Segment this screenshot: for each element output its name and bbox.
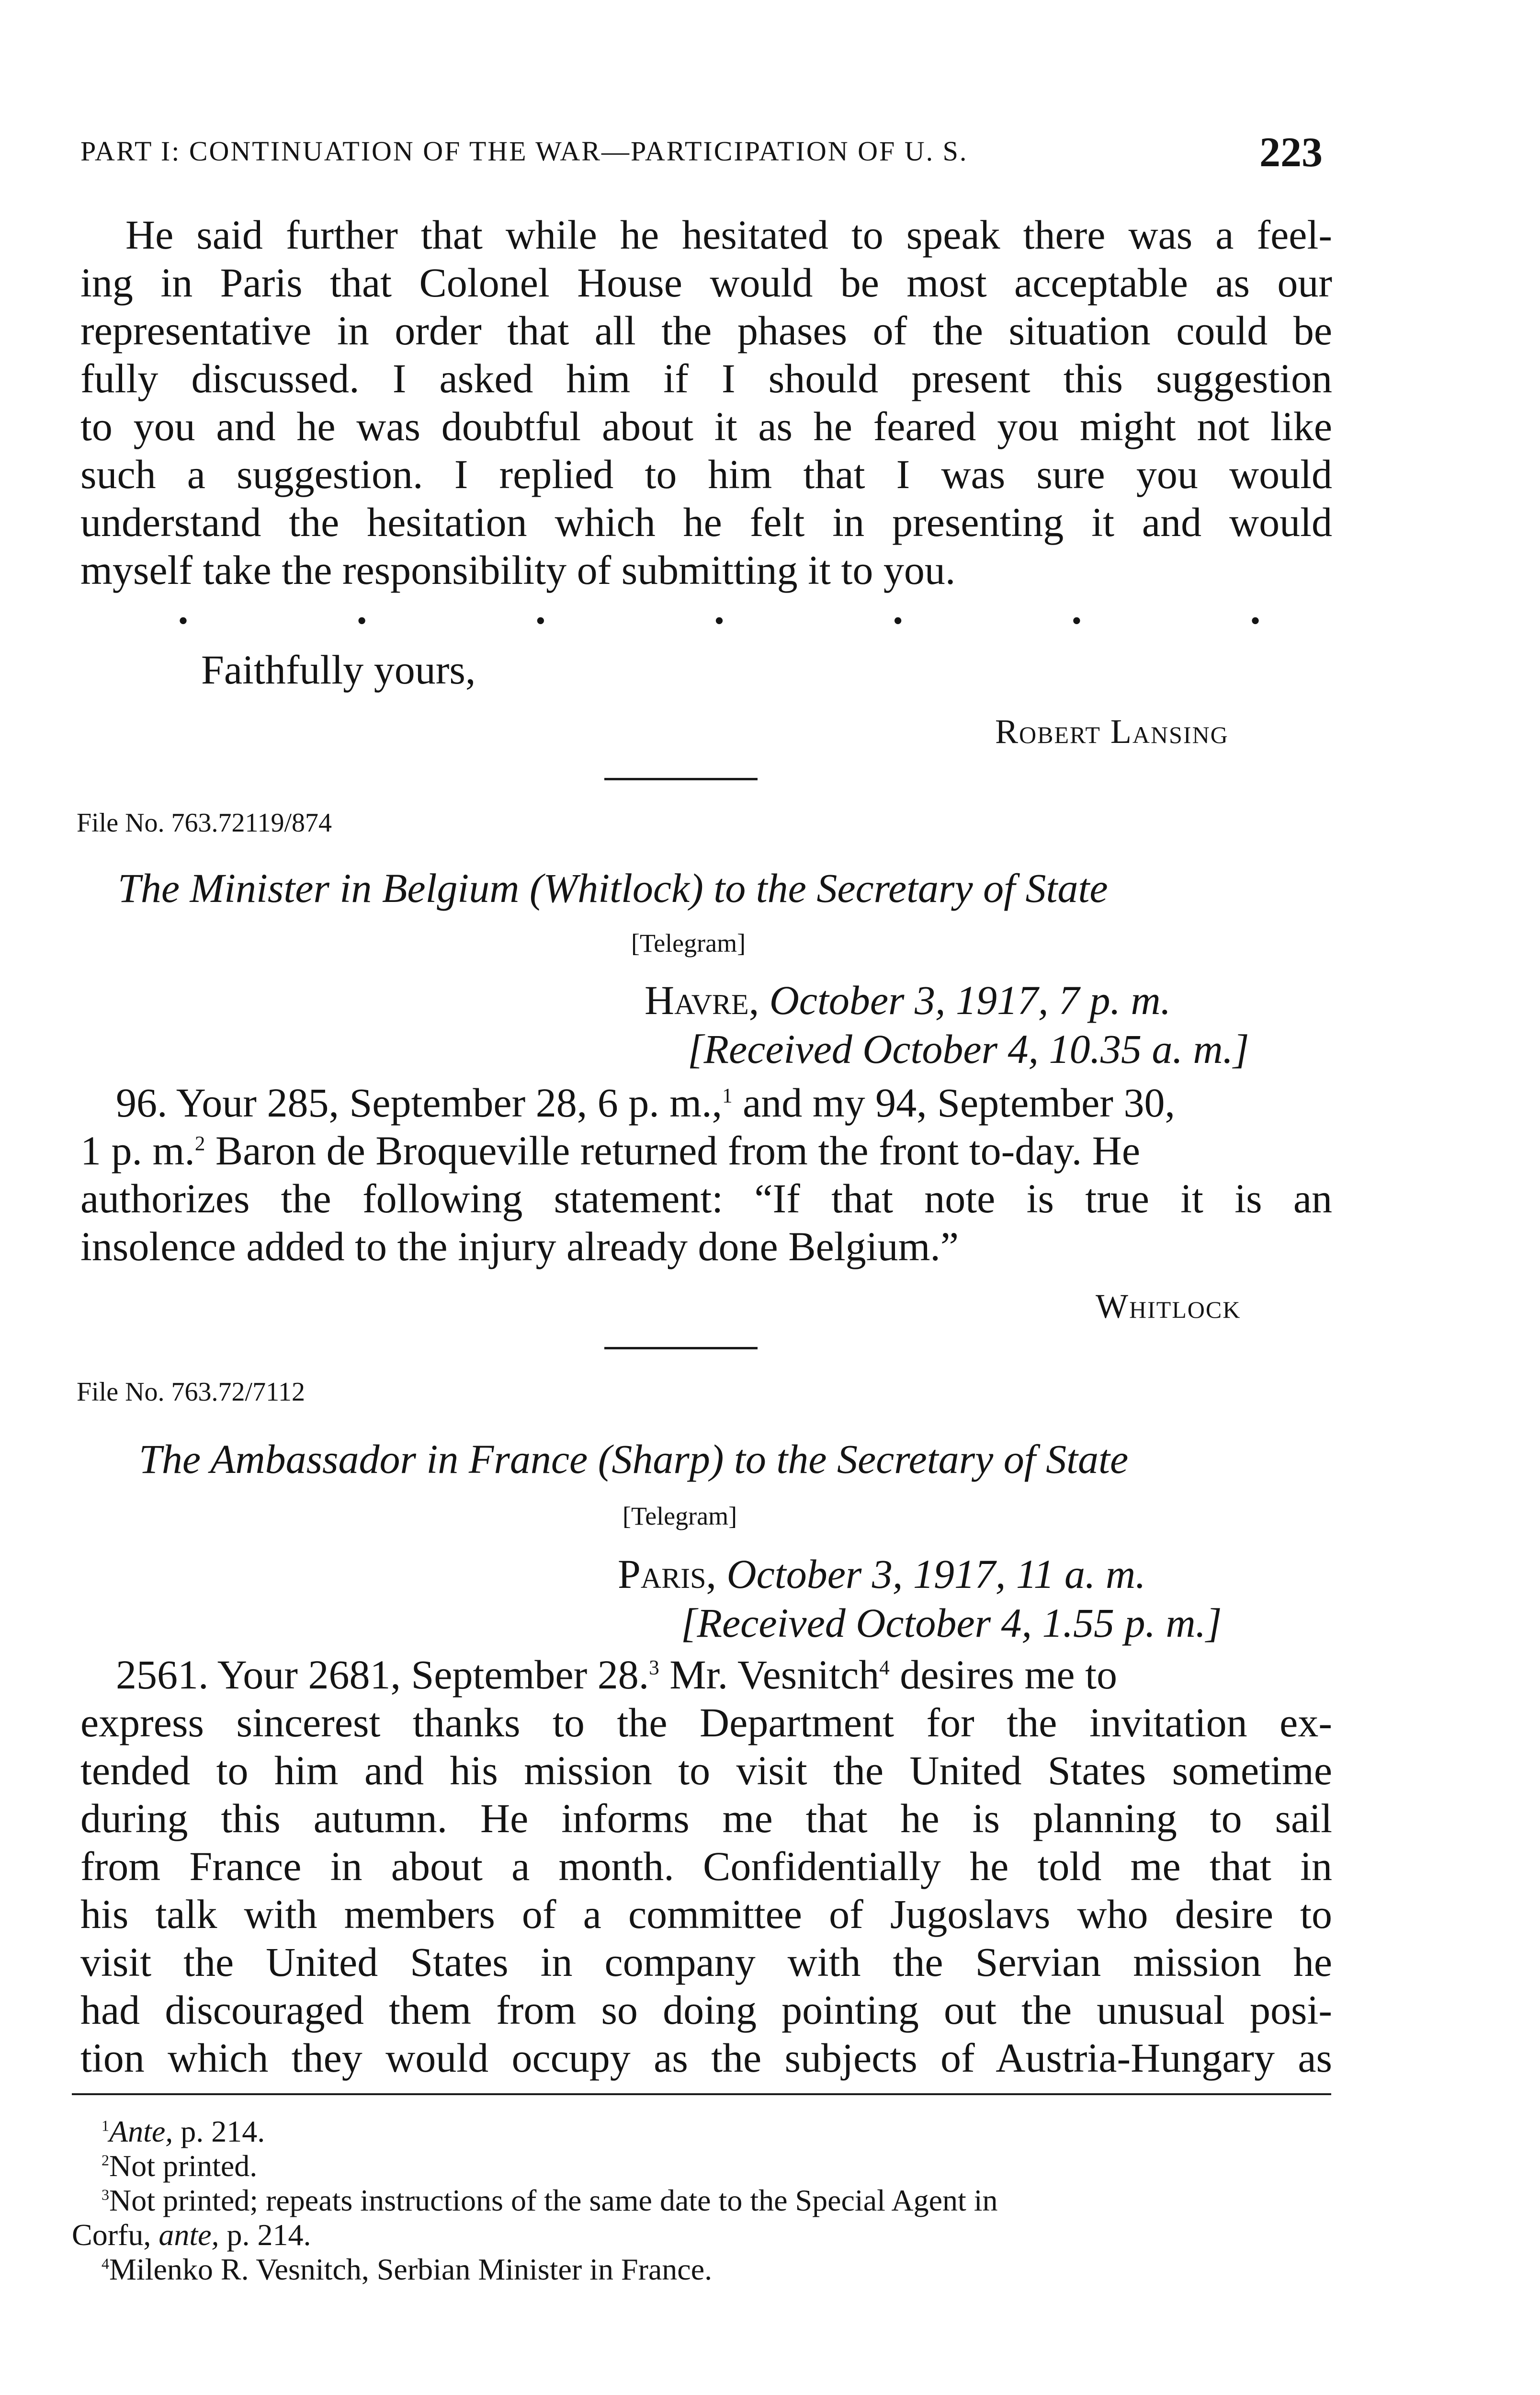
text-run: and my 94, September 30, bbox=[732, 1080, 1175, 1126]
footnote-ref: 2 bbox=[194, 1132, 205, 1155]
section-rule bbox=[604, 778, 758, 780]
letter-line: understand the hesitation which he felt in presenting it and would bbox=[80, 499, 1332, 545]
footnote-text: Not printed. bbox=[109, 2149, 258, 2183]
telegram-line: during this autumn. He informs me that he is planning to sail bbox=[80, 1795, 1332, 1841]
text-run: desires me to bbox=[889, 1652, 1117, 1698]
letter-line: myself take the responsibility of submitting it to you. bbox=[80, 547, 956, 593]
footnote-ref: 1 bbox=[722, 1084, 733, 1107]
footnote-text: p. 214. bbox=[219, 2218, 311, 2252]
dateline bbox=[645, 976, 1171, 1024]
document-title bbox=[139, 1435, 1128, 1483]
text-run: Mr. Vesnitch bbox=[659, 1652, 880, 1698]
footnote bbox=[102, 2114, 265, 2149]
telegram-line: insolence added to the injury already done Belgium.” bbox=[80, 1223, 959, 1269]
footnote-ref: 4 bbox=[879, 1656, 890, 1679]
telegram-line: from France in about a month. Confidentially he told me that in bbox=[80, 1843, 1332, 1889]
telegram-tag: [Telegram] bbox=[631, 929, 746, 958]
title-part: to the Secretary of State bbox=[734, 1436, 1129, 1482]
footnote-mark: 4 bbox=[102, 2255, 109, 2272]
footnote-ref: 3 bbox=[649, 1656, 659, 1679]
footnote bbox=[102, 2252, 712, 2287]
footnote bbox=[102, 2149, 257, 2183]
footnote-mark: 2 bbox=[102, 2151, 109, 2169]
received-text: [Received October 4, 10.35 a. m.] bbox=[688, 1026, 1249, 1072]
closing: Faithfully yours, bbox=[201, 647, 476, 693]
file-number: File No. 763.72119/874 bbox=[77, 808, 332, 838]
footnote-text: Not printed; repeats instructions of the same date to the Special Agent in bbox=[109, 2183, 998, 2217]
telegram-line: tended to him and his mission to visit the United States sometime bbox=[80, 1747, 1332, 1793]
telegram-line: express sincerest thanks to the Department for the invitation ex- bbox=[80, 1699, 1332, 1745]
text-run: 96. Your 285, September 28, 6 p. m., bbox=[116, 1080, 723, 1126]
letter-line: fully discussed. I asked him if I should present this suggestion bbox=[80, 355, 1332, 401]
footnote-text: Milenko R. Vesnitch, Serbian Minister in France. bbox=[109, 2252, 713, 2286]
signature: Robert Lansing bbox=[995, 712, 1229, 751]
telegram-line: had discouraged them from so doing pointing out the unusual posi- bbox=[80, 1987, 1332, 2033]
file-number: File No. 763.72/7112 bbox=[77, 1377, 306, 1407]
dateline-place: Havre, bbox=[645, 977, 759, 1023]
telegram-tag: [Telegram] bbox=[623, 1502, 737, 1530]
telegram-line bbox=[116, 1079, 1332, 1127]
footnote-mark: 3 bbox=[102, 2186, 109, 2203]
footnote-continuation bbox=[72, 2218, 311, 2252]
text-run: 1 p. m. bbox=[80, 1128, 195, 1174]
dateline-date: October 3, 1917, 7 p. m. bbox=[769, 977, 1171, 1023]
title-part: The Ambassador in France bbox=[139, 1436, 588, 1482]
dateline-place: Paris, bbox=[618, 1551, 717, 1597]
footnote-text: Corfu, bbox=[72, 2218, 159, 2252]
footnote-mark: 1 bbox=[102, 2117, 109, 2134]
title-part: The Minister in Belgium bbox=[118, 865, 520, 911]
telegram-line: authorizes the following statement: “If that note is true it is an bbox=[80, 1175, 1332, 1221]
footnote bbox=[102, 2183, 1331, 2218]
received-line bbox=[681, 1599, 1222, 1647]
telegram-line bbox=[116, 1651, 1332, 1699]
footnote-italic: ante, bbox=[159, 2218, 219, 2252]
letter-line: ing in Paris that Colonel House would be most acceptable as our bbox=[80, 260, 1332, 306]
dateline-date: October 3, 1917, 11 a. m. bbox=[726, 1551, 1146, 1597]
telegram-line: visit the United States in company with the Servian mission he bbox=[80, 1939, 1332, 1985]
letter-line: such a suggestion. I replied to him that I was sure you would bbox=[80, 451, 1332, 497]
letter-line: to you and he was doubtful about it as he feared you might not like bbox=[80, 403, 1332, 449]
ellipsis-row: • • • • • • • bbox=[178, 605, 1260, 637]
telegram-line bbox=[80, 1127, 1332, 1175]
title-part: (Sharp) bbox=[598, 1436, 724, 1482]
telegram-line: his talk with members of a committee of Jugoslavs who desire to bbox=[80, 1891, 1332, 1937]
footnote-text: p. 214. bbox=[173, 2114, 265, 2148]
document-title bbox=[118, 864, 1108, 912]
received-line bbox=[688, 1025, 1249, 1073]
page-number: 223 bbox=[1259, 129, 1323, 176]
title-part: (Whitlock) bbox=[529, 865, 703, 911]
letter-line: representative in order that all the phases of the situation could be bbox=[80, 308, 1332, 354]
section-rule bbox=[604, 1347, 758, 1349]
received-text: [Received October 4, 1.55 p. m.] bbox=[681, 1600, 1222, 1646]
running-head: PART I: CONTINUATION OF THE WAR—PARTICIPATION OF U. S. bbox=[80, 136, 968, 167]
telegram-line: tion which they would occupy as the subjects of Austria-Hungary as bbox=[80, 2035, 1332, 2081]
signature: Whitlock bbox=[1096, 1287, 1241, 1325]
text-run: Baron de Broqueville returned from the front to-day. He bbox=[205, 1128, 1141, 1174]
title-part: to the Secretary of State bbox=[713, 865, 1108, 911]
footnote-rule bbox=[72, 2093, 1331, 2095]
dateline bbox=[618, 1550, 1146, 1598]
footnote-italic: Ante, bbox=[109, 2114, 173, 2148]
letter-line: He said further that while he hesitated to speak there was a feel- bbox=[125, 212, 1332, 258]
text-run: 2561. Your 2681, September 28. bbox=[116, 1652, 649, 1698]
